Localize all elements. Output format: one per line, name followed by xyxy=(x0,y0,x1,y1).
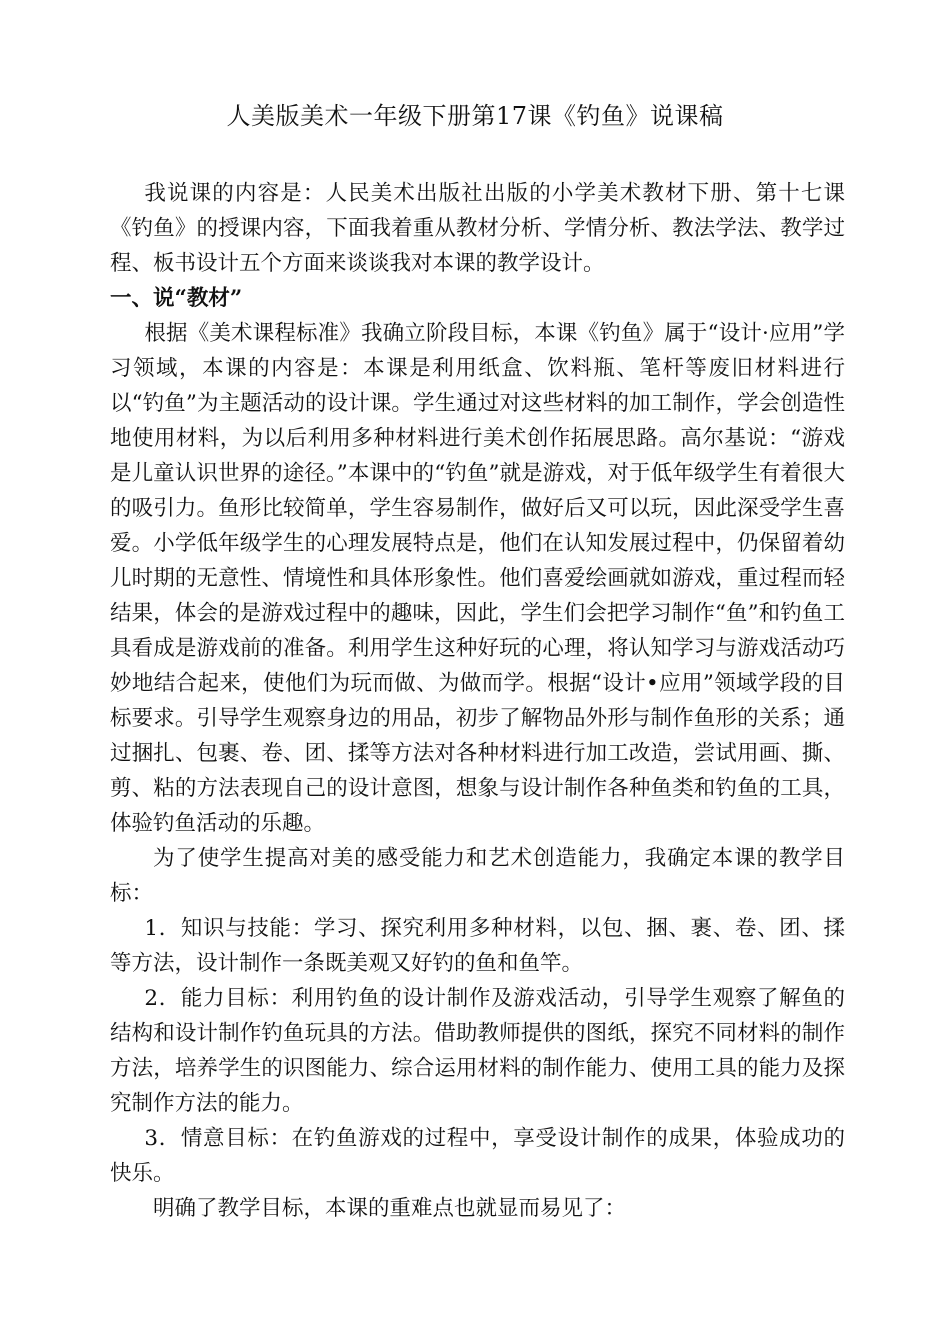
paragraph-goal-knowledge: 1．知识与技能：学习、探究利用多种材料，以包、捆、裹、卷、团、揉等方法，设计制作一条既美观又好钓的鱼和鱼竿。 xyxy=(110,916,845,976)
section-heading-textbook: 一、说“教材” xyxy=(110,286,243,311)
paragraph-goals-intro: 为了使学生提高对美的感受能力和艺术创造能力，我确定本课的教学目标： xyxy=(110,846,845,906)
paragraph-closing: 明确了教学目标，本课的重难点也就显而易见了： xyxy=(153,1196,627,1221)
paragraph-intro: 我说课的内容是：人民美术出版社出版的小学美术教材下册、第十七课《钓鱼》的授课内容，下面我着重从教材分析、学情分析、教法学法、教学过程、板书设计五个方面来谈谈我对本课的教学设计。 xyxy=(110,181,845,276)
paragraph-goal-emotion: 3．情意目标：在钓鱼游戏的过程中，享受设计制作的成果，体验成功的快乐。 xyxy=(110,1126,845,1186)
paragraph-goal-ability: 2．能力目标：利用钓鱼的设计制作及游戏活动，引导学生观察了解鱼的结构和设计制作钓鱼玩具的方法。借助教师提供的图纸，探究不同材料的制作方法，培养学生的识图能力、综合运用材料的制作能力、使用工具的能力及探究制作方法的能力。 xyxy=(110,986,845,1116)
document-title: 人美版美术一年级下册第17课《钓鱼》说课稿 xyxy=(226,102,724,130)
document-body xyxy=(110,176,845,1226)
paragraph-textbook-analysis: 根据《美术课程标准》我确立阶段目标，本课《钓鱼》属于“设计·应用”学习领域，本课的内容是：本课是利用纸盒、饮料瓶、笔杆等废旧材料进行以“钓鱼”为主题活动的设计课。学生通过对这些材料的加工制作，学会创造性地使用材料，为以后利用多种材料进行美术创作拓展思路。高尔基说：“游戏是儿童认识世界的途径。”本课中的“钓鱼”就是游戏，对于低年级学生有着很大的吸引力。鱼形比较简单，学生容易制作，做好后又可以玩，因此深受学生喜爱。小学低年级学生的心理发展特点是，他们在认知发展过程中，仍保留着幼儿时期的无意性、情境性和具体形象性。他们喜爱绘画就如游戏，重过程而轻结果，体会的是游戏过程中的趣味，因此，学生们会把学习制作“鱼”和钓鱼工具看成是游戏前的准备。利用学生这种好玩的心理，将认知学习与游戏活动巧妙地结合起来，使他们为玩而做、为做而学。根据“设计•应用”领域学段的目标要求。引导学生观察身边的用品，初步了解物品外形与制作鱼形的关系；通过捆扎、包裹、卷、团、揉等方法对各种材料进行加工改造，尝试用画、撕、剪、粘的方法表现自己的设计意图，想象与设计制作各种鱼类和钓鱼的工具，体验钓鱼活动的乐趣。 xyxy=(110,321,845,836)
